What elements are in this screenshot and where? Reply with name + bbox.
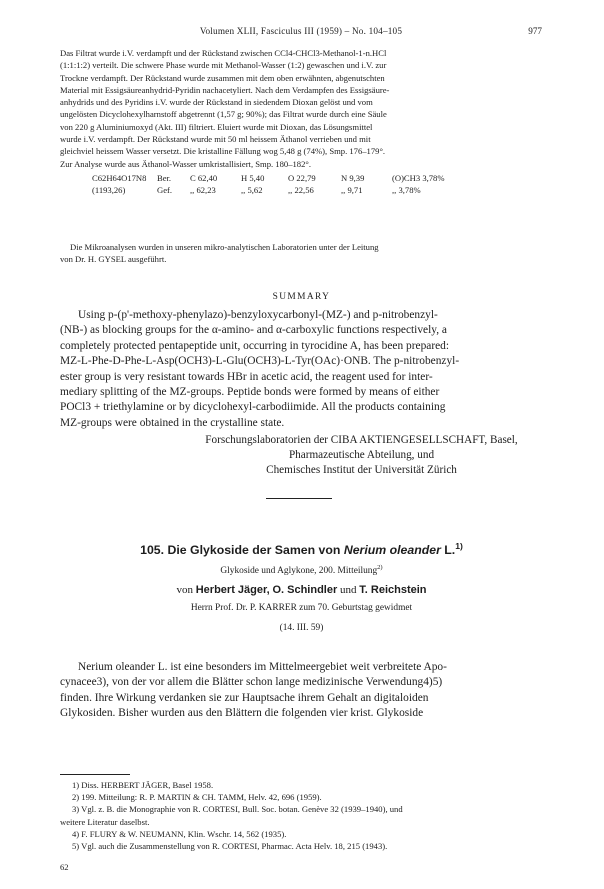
footnote: 5) Vgl. auch die Zusammenstellung von R. CORTESI, Pharmac. Acta Helv. 18, 215 (1943).: [72, 841, 388, 852]
title-text: Die Glykoside der Samen von: [167, 543, 341, 557]
text-line: MZ-L-Phe-D-Phe-L-Asp(OCH3)-L-Glu(OCH3)-L-Tyr(OAc)·ONB. The p-nitrobenzyl-: [60, 355, 460, 368]
article-subtitle: Glykoside und Aglykone, 200. Mitteilung$^{2)}$: [220, 563, 383, 576]
text-line: (1:1:1:2) verteilt. Die schwere Phase wurde mit Methanol-Wasser (1:2) gewaschen und i.V. zur: [60, 60, 387, 71]
micro-analysis-note: [60, 241, 543, 266]
intro-paragraph: [60, 660, 543, 722]
text-line: (NB-) as blocking groups for the α-amino- and α-carboxylic functions respectively, a: [60, 324, 447, 337]
author-name: T. Reichstein: [359, 584, 427, 596]
experimental-paragraph: [60, 47, 543, 170]
text-line: Nerium oleander L. ist eine besonders im Mittelmeergebiet weit verbreitete Apo-: [78, 661, 447, 673]
author-name: O. Schindler: [272, 584, 338, 596]
text-line: completely protected pentapeptide unit, occurring in tyrocidine A, has been prepared:: [60, 339, 450, 352]
footnotes: [60, 779, 543, 852]
text-line: Die Mikroanalysen wurden in unseren mikro-analytischen Laboratorien unter der Leitung: [70, 242, 379, 252]
text-line: anhydrids und des Pyridins i.V. wurde der Rückstand in siedendem Dioxan gelöst und vom: [60, 97, 373, 108]
affiliation-line: Pharmazeutische Abteilung, und: [288, 449, 435, 462]
analysis-value: N 9,39: [341, 173, 365, 183]
text-line: ester group is very resistant towards HBr in acetic acid, the reagent used for inter-: [60, 370, 433, 383]
text-line: Using p-(p'-methoxy-phenylazo)-benzyloxycarbonyl-(MZ-) and p-nitrobenzyl-: [78, 309, 438, 321]
author-line: von Herbert Jäger, O. Schindler und T. Reichstein: [176, 584, 427, 596]
section-divider: [266, 498, 332, 499]
affiliation-line: Forschungslaboratorien der CIBA AKTIENGESELLSCHAFT, Basel,: [205, 434, 518, 446]
title-authority: L.: [444, 543, 456, 557]
gef-label: Gef.: [157, 185, 173, 195]
text-line: finden. Ihre Wirkung verdanken sie zur Hauptsache ihrem Gehalt an digitaloiden: [60, 691, 429, 704]
analysis-value: C 62,40: [190, 173, 218, 183]
text-line: cynacee3), von der vor allem die Blätter schon lange medizinische Verwendung4)5): [60, 676, 443, 689]
text-line: MZ-groups were obtained in the crystalline state.: [60, 416, 285, 429]
summary-paragraph: [60, 308, 543, 431]
text-line: mediary splitting of the MZ-groups. Peptide bonds were formed by means of either: [60, 386, 440, 399]
text-line: Das Filtrat wurde i.V. verdampft und der Rückstand zwischen CCl4-CHCl3-Methanol-1-n.HCl: [60, 48, 387, 58]
article-title: [60, 540, 543, 557]
dedication: Herrn Prof. Dr. P. KARRER zum 70. Geburtstag gewidmet: [190, 603, 413, 613]
running-header: [60, 26, 542, 36]
text-line: Material mit Essigsäureanhydrid-Pyridin nachacetyliert. Nach dem Verdampfen des Essigsäure-: [60, 84, 390, 95]
analysis-value: ,, 22,56: [288, 185, 314, 195]
text-line: ungelösten Dicyclohexylharnstoff abgetrennt (1,57 g; 90%); das Filtrat wurde durch eine Säule: [60, 109, 387, 120]
printer-signature: 62: [60, 862, 69, 872]
received-date: (14. III. 59): [279, 623, 324, 633]
footnote-ref: 2): [377, 563, 383, 571]
ber-label: Ber.: [157, 173, 172, 183]
article-number: 105.: [140, 543, 165, 557]
footnote-rule: [60, 774, 130, 775]
molecular-weight: (1193,26): [92, 185, 126, 195]
footnote-ref: 1): [455, 540, 463, 551]
analysis-value: ,, 62,23: [190, 185, 216, 195]
footnote: 3) Vgl. z. B. die Monographie von R. CORTESI, Bull. Soc. botan. Genève 32 (1939–1940), und: [72, 804, 403, 815]
author-name: Herbert Jäger,: [195, 584, 270, 596]
text-line: von Dr. H. GYSEL ausgeführt.: [60, 254, 167, 265]
footnote: 1) Diss. HERBERT JÄGER, Basel 1958.: [72, 780, 214, 790]
footnote: 4) F. FLURY & W. NEUMANN, Klin. Wschr. 14, 562 (1935).: [72, 828, 287, 839]
analysis-value: H 5,40: [241, 173, 265, 183]
analysis-value: ,, 9,71: [341, 185, 363, 195]
summary-heading: SUMMARY: [272, 292, 331, 302]
analysis-value: ,, 3,78%: [392, 185, 421, 195]
affiliation-line: Chemisches Institut der Universität Zürich: [266, 464, 457, 477]
footnote: weitere Literatur daselbst.: [60, 816, 150, 827]
text-line: gleichviel heissem Wasser versetzt. Die kristalline Fällung wog 5,48 g (74%), Smp. 176–179°.: [60, 146, 386, 157]
text-line: wurde i.V. verdampft. Der Rückstand wurde mit 50 ml heissem Äthanol verrieben und mit: [60, 134, 371, 145]
page-number: 977: [528, 26, 542, 36]
analysis-value: O 22,79: [288, 173, 316, 183]
analysis-value: (O)CH3 3,78%: [392, 173, 445, 183]
footnote: 2) 199. Mitteilung: R. P. MARTIN & CH. TAMM, Helv. 42, 696 (1959).: [72, 792, 322, 803]
text-line: Zur Analyse wurde aus Äthanol-Wasser umkristallisiert, Smp. 180–182°.: [60, 158, 311, 169]
text-line: Glykosiden. Bisher wurden aus den Blättern die folgenden vier krist. Glykoside: [60, 707, 424, 720]
molecular-formula: C62H64O17N8: [92, 173, 147, 183]
text-line: POCl3 + triethylamine or by dicyclohexyl-carbodiimide. All the products containing: [60, 401, 446, 414]
running-head: Volumen XLII, Fasciculus III (1959) – No. 104–105: [199, 26, 403, 36]
text-line: Trockne verdampft. Der Rückstand wurde zusammen mit dem oben erwähnten, abgenutschten: [60, 72, 385, 83]
affiliation: [60, 433, 543, 479]
analysis-value: ,, 5,62: [241, 185, 263, 195]
text-line: von 220 g Aluminiumoxyd (Akt. III) filtriert. Eluiert wurde mit Dioxan, das Lösungsmittel: [60, 121, 373, 132]
title-species: Nerium oleander: [343, 543, 441, 557]
elemental-analysis: [92, 172, 448, 196]
